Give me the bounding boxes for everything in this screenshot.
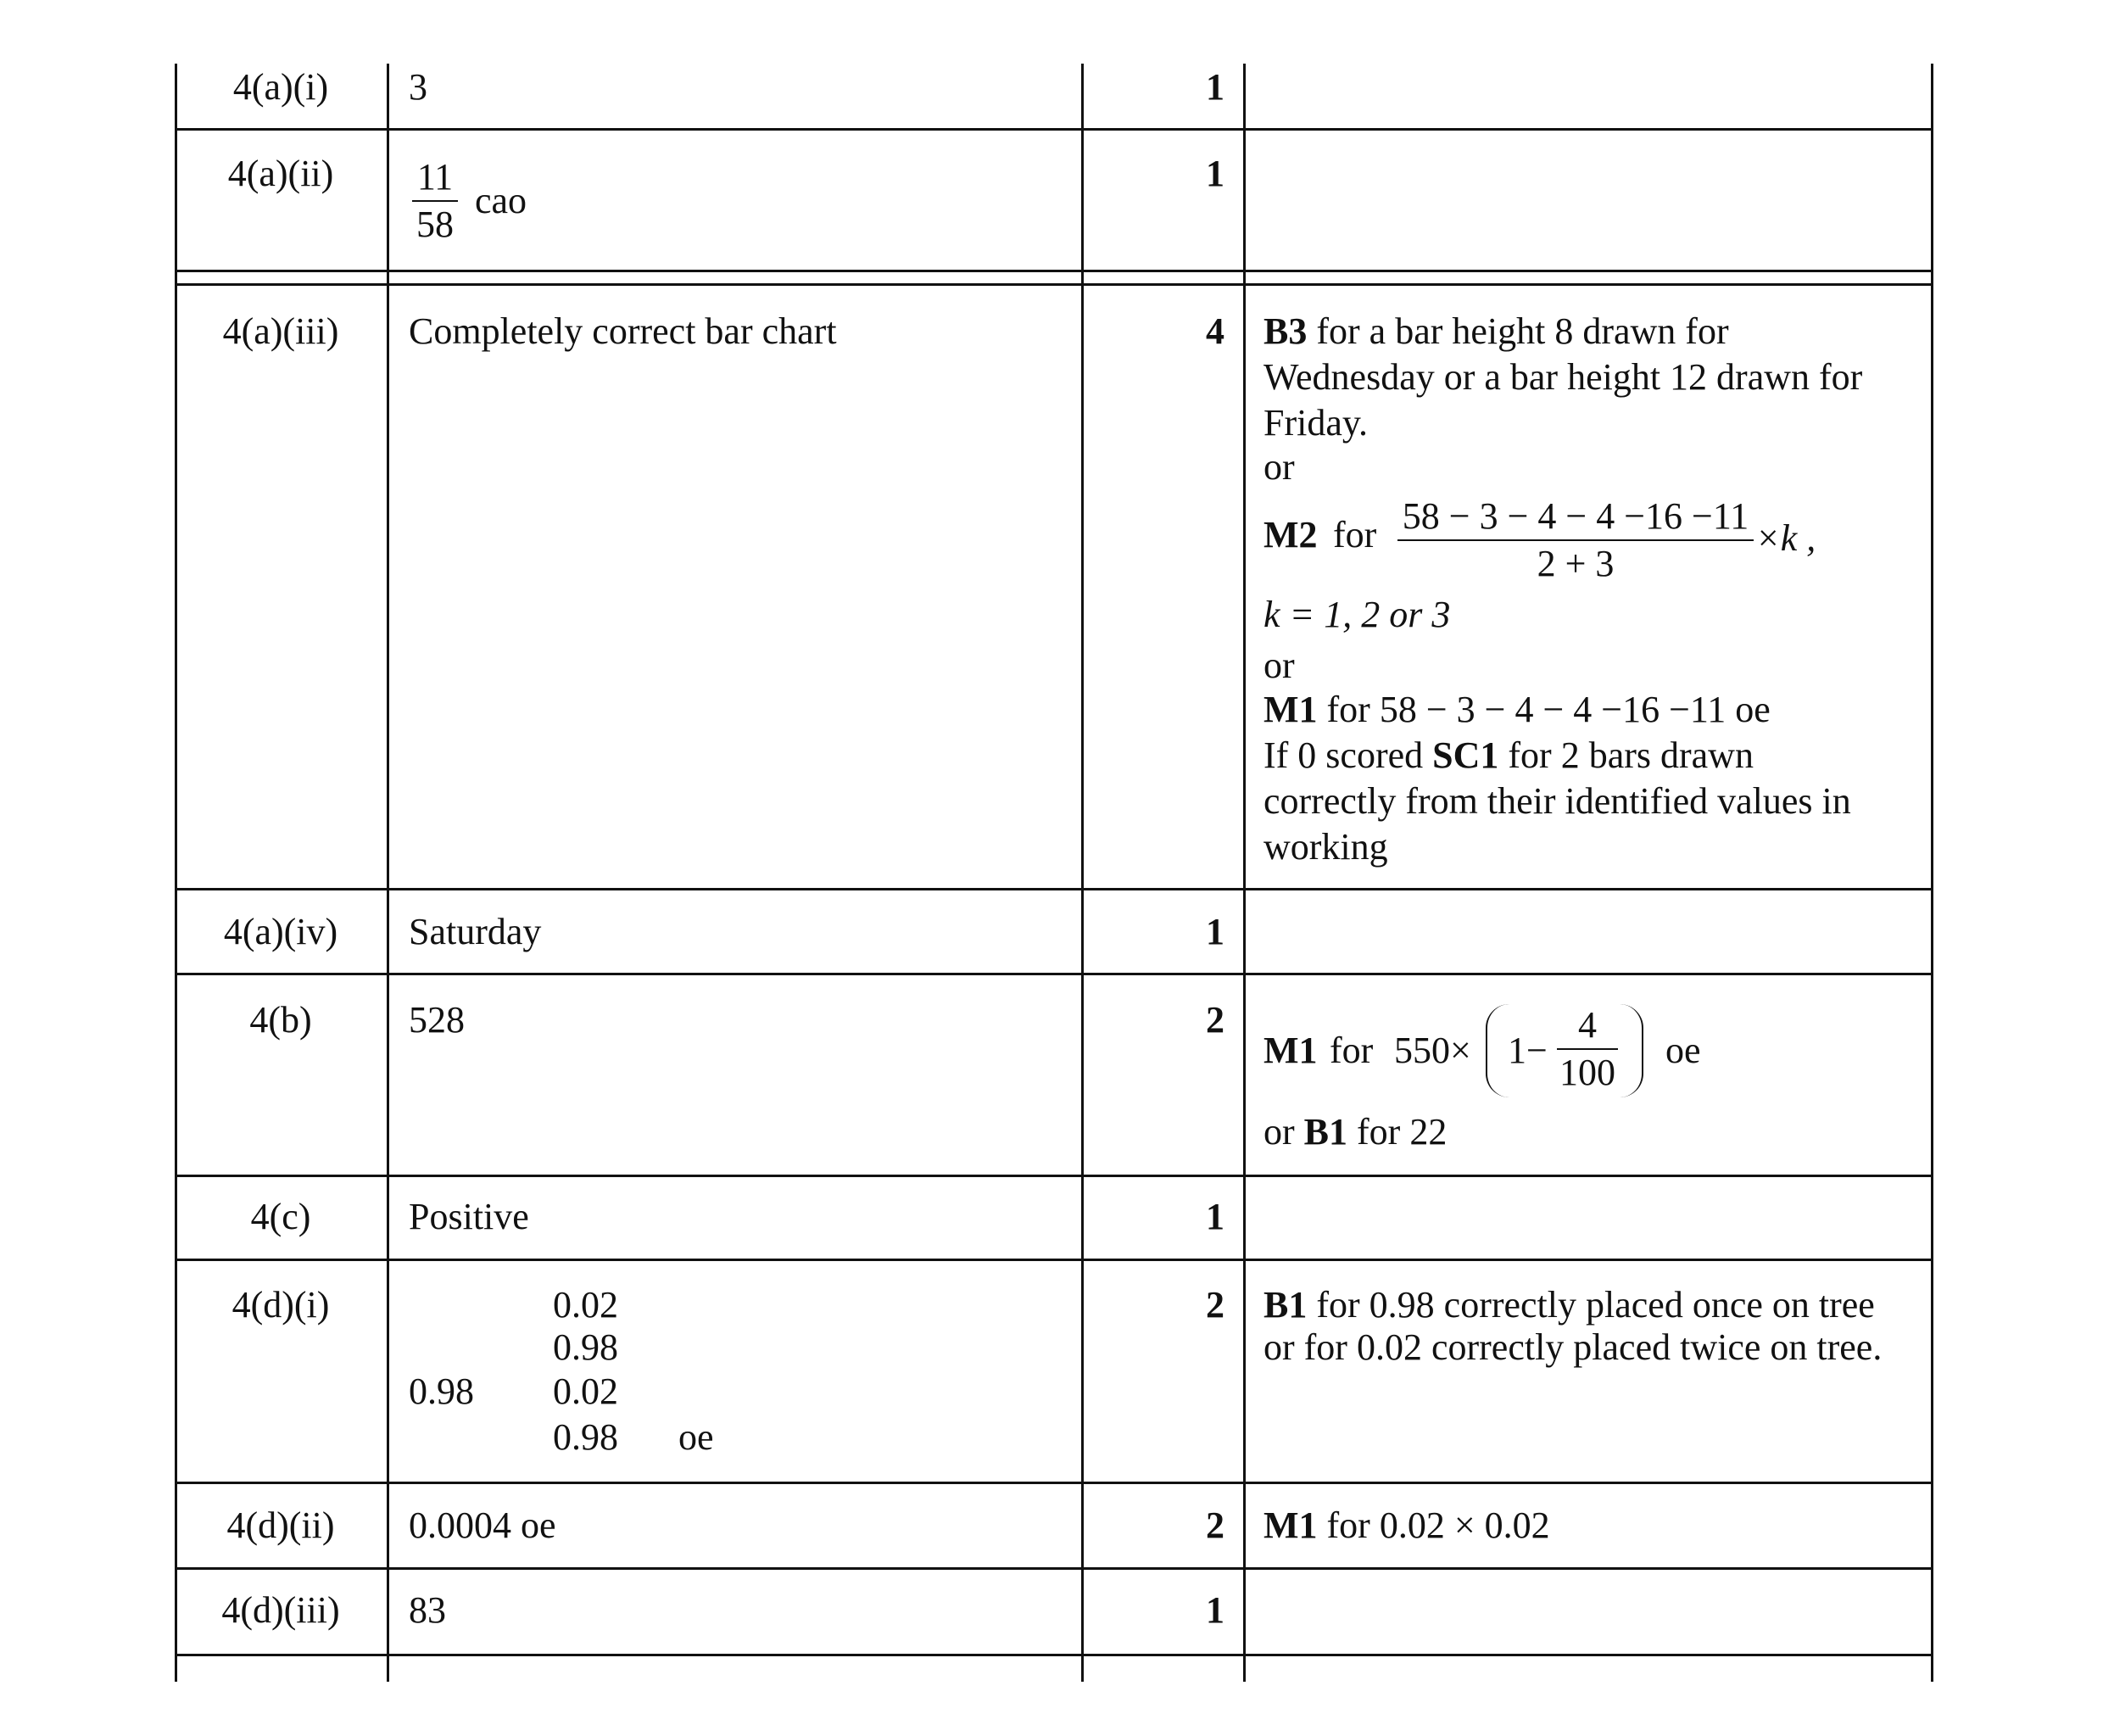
answer: Completely correct bar chart bbox=[409, 310, 837, 352]
column-line bbox=[387, 64, 389, 1682]
fraction-numerator: 58 − 3 − 4 − 4 −16 −11 bbox=[1397, 494, 1754, 541]
row-line bbox=[175, 283, 1933, 286]
guidance-line: or B1 for 22 bbox=[1263, 1111, 1448, 1153]
question-number: 4(a)(iii) bbox=[222, 310, 339, 352]
guidance-word: for bbox=[1330, 1030, 1374, 1071]
fraction-denominator: 2 + 3 bbox=[1537, 543, 1615, 584]
guidance-line: If 0 scored SC1 for 2 bars drawn bbox=[1263, 734, 1754, 776]
column-line bbox=[1931, 64, 1933, 1682]
tree-branch: 0.98 bbox=[553, 1416, 618, 1458]
mark-code: M1 bbox=[1263, 689, 1318, 730]
mark: 2 bbox=[1206, 999, 1224, 1041]
row-line bbox=[175, 973, 1933, 975]
row-line bbox=[175, 1175, 1933, 1177]
answer-fraction bbox=[412, 154, 458, 248]
guidance-line: or bbox=[1263, 446, 1295, 488]
mark: 1 bbox=[1206, 66, 1224, 108]
question-number: 4(a)(ii) bbox=[227, 153, 334, 194]
row-line bbox=[175, 1482, 1933, 1484]
answer: 83 bbox=[409, 1589, 446, 1631]
row-line bbox=[175, 1567, 1933, 1570]
guidance-line: M1 for 0.02 × 0.02 bbox=[1263, 1504, 1550, 1546]
mark-code: M1 bbox=[1263, 1030, 1318, 1071]
column-line bbox=[1243, 64, 1246, 1682]
mark: 4 bbox=[1206, 310, 1224, 352]
column-line bbox=[175, 64, 177, 1682]
fraction-denominator: 100 bbox=[1559, 1052, 1615, 1093]
question-number: 4(b) bbox=[249, 999, 312, 1041]
answer-suffix: cao bbox=[475, 180, 527, 221]
question-number: 4(d)(i) bbox=[231, 1284, 330, 1326]
guidance-line: B3 for a bar height 8 drawn for bbox=[1263, 310, 1729, 352]
fraction-numerator: 11 bbox=[412, 154, 458, 202]
guidance-line: k = 1, 2 or 3 bbox=[1263, 594, 1451, 635]
answer: Positive bbox=[409, 1196, 529, 1237]
row-line bbox=[175, 270, 1933, 272]
question-number: 4(c) bbox=[250, 1196, 311, 1237]
mark-code: M1 bbox=[1263, 1504, 1318, 1546]
row-line bbox=[175, 888, 1933, 890]
tree-branch: 0.02 bbox=[553, 1284, 618, 1326]
row-line bbox=[175, 1654, 1933, 1656]
column-line bbox=[1081, 64, 1084, 1682]
guidance-word: oe bbox=[1665, 1030, 1701, 1071]
answer-suffix: oe bbox=[678, 1416, 714, 1458]
guidance-line: Wednesday or a bar height 12 drawn for bbox=[1263, 356, 1863, 398]
mark-code: SC1 bbox=[1432, 734, 1499, 776]
guidance-line: B1 for 0.98 correctly placed once on tree bbox=[1263, 1284, 1875, 1326]
mark: 1 bbox=[1206, 911, 1224, 952]
answer: 0.0004 oe bbox=[409, 1504, 556, 1546]
guidance-line: Friday. bbox=[1263, 402, 1369, 444]
tree-branch: 0.02 bbox=[553, 1370, 618, 1412]
question-number: 4(d)(ii) bbox=[226, 1504, 335, 1546]
guidance-line: M1 for 58 − 3 − 4 − 4 −16 −11 oe bbox=[1263, 689, 1771, 730]
mark-code: M2 bbox=[1263, 514, 1318, 555]
guidance-expression: 1− bbox=[1508, 1030, 1548, 1071]
right-parenthesis bbox=[1620, 1004, 1643, 1097]
mark-code: B1 bbox=[1263, 1284, 1308, 1326]
answer: Saturday bbox=[409, 911, 542, 952]
tree-branch: 0.98 bbox=[553, 1326, 618, 1368]
guidance-fraction bbox=[1557, 1002, 1618, 1096]
guidance-word: for bbox=[1333, 514, 1377, 555]
fraction-denominator: 58 bbox=[416, 204, 454, 245]
mark: 1 bbox=[1206, 153, 1224, 194]
guidance-fraction bbox=[1397, 494, 1754, 587]
left-parenthesis bbox=[1486, 1004, 1509, 1097]
question-number: 4(d)(iii) bbox=[221, 1589, 340, 1631]
mark-code: B1 bbox=[1303, 1111, 1348, 1153]
guidance-line: working bbox=[1263, 826, 1388, 868]
guidance-multiplier: ×k , bbox=[1755, 517, 1816, 559]
mark: 2 bbox=[1206, 1504, 1224, 1546]
answer: 528 bbox=[409, 999, 465, 1041]
answer: 3 bbox=[409, 66, 427, 108]
row-line bbox=[175, 128, 1933, 131]
mark-code: B3 bbox=[1263, 310, 1308, 352]
guidance-line: or for 0.02 correctly placed twice on tree. bbox=[1263, 1326, 1883, 1368]
tree-branch: 0.98 bbox=[409, 1370, 474, 1412]
question-number: 4(a)(i) bbox=[232, 66, 329, 108]
question-number: 4(a)(iv) bbox=[223, 911, 338, 952]
guidance-line: correctly from their identified values in bbox=[1263, 780, 1851, 822]
mark: 1 bbox=[1206, 1589, 1224, 1631]
mark: 2 bbox=[1206, 1284, 1224, 1326]
mark: 1 bbox=[1206, 1196, 1224, 1237]
fraction-numerator: 4 bbox=[1557, 1002, 1618, 1050]
row-line bbox=[175, 1259, 1933, 1261]
guidance-expression: 550× bbox=[1394, 1030, 1471, 1071]
guidance-line: or bbox=[1263, 645, 1295, 686]
